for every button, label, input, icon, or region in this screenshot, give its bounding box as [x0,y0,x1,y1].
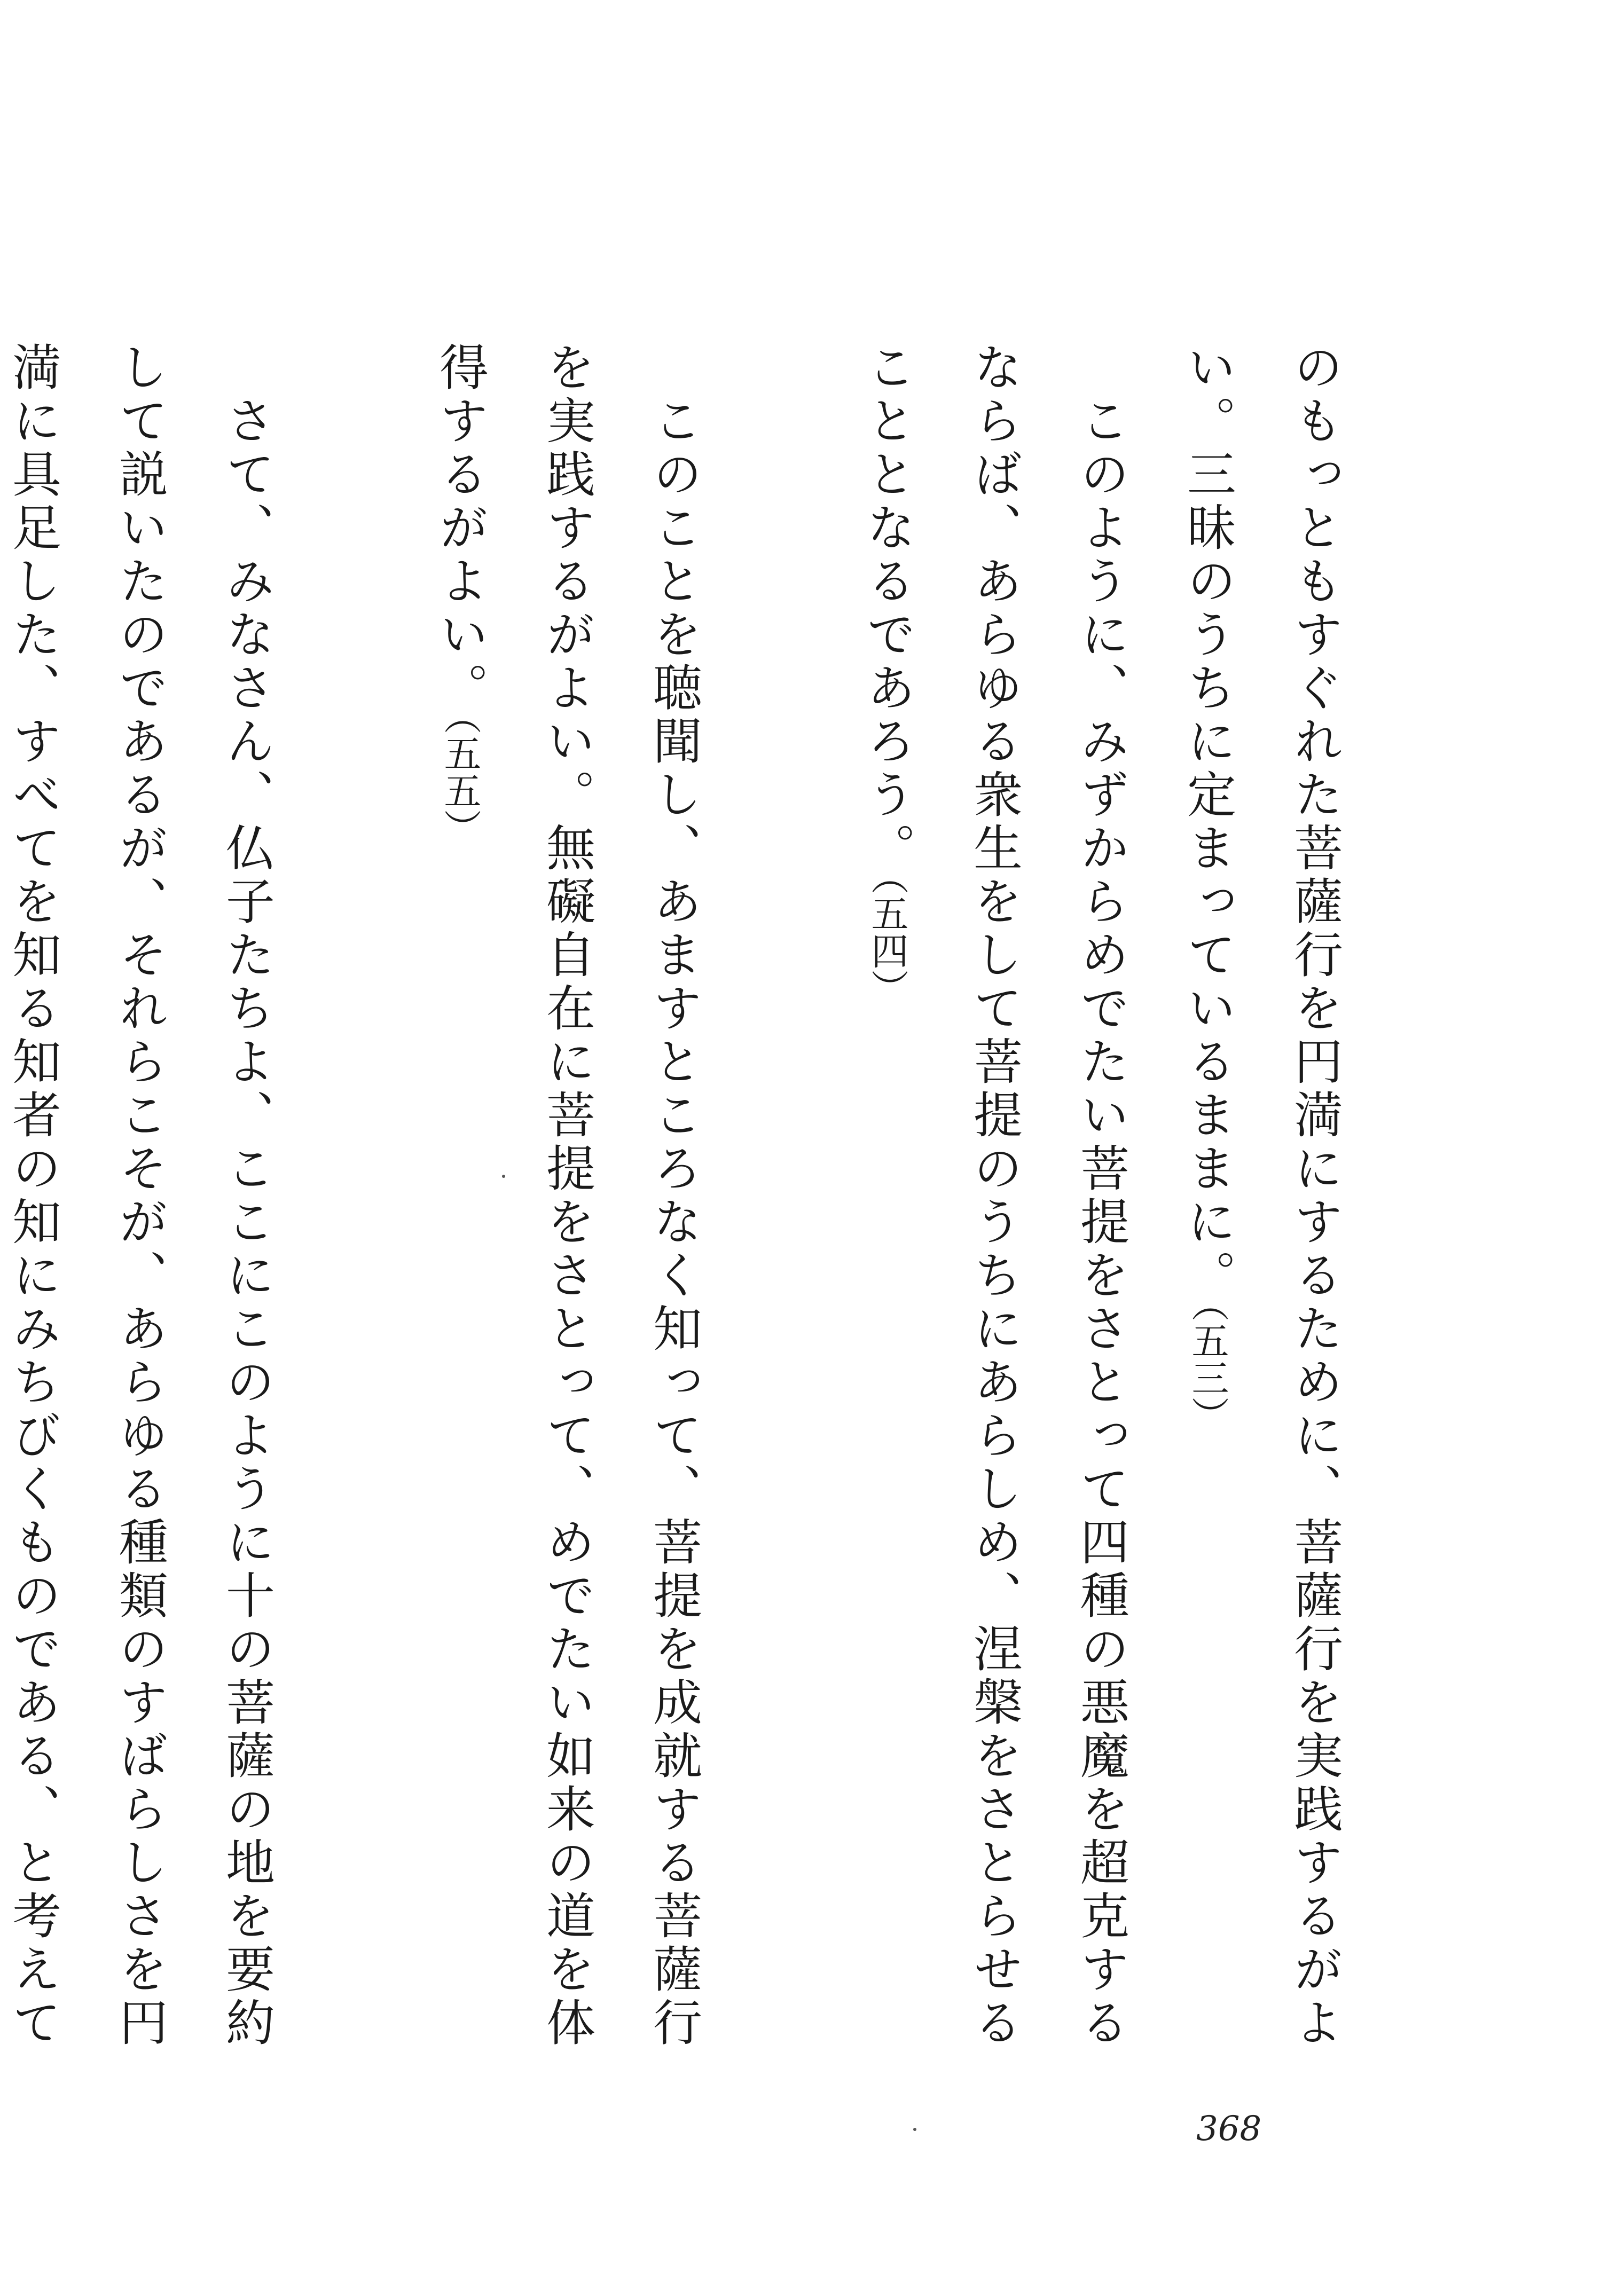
page-number: 368 [1196,2109,1262,2149]
vertical-text-body [0,342,1368,2077]
verse-number: （五五） [438,715,482,846]
verse-number: （五四） [865,876,909,1007]
paragraph-55 [406,342,727,2077]
paragraph-text: のもっともすぐれた菩薩行を円満にするために、菩薩行を実践するがよい。三昧のうちに定まっているままに。 [1179,342,1343,2050]
paragraph-text: このことを聴聞し、あますところなく知って、菩提を成就する菩薩行を実践するがよい。無礙自在に菩提をさとって、めでたい如来の道を体得するがよい。 [432,342,702,2050]
print-speck [502,1175,505,1178]
verse-number: （五三） [1186,1303,1229,1434]
paragraph-summary [0,342,300,2077]
paragraph-54 [834,342,1154,2077]
paragraph-53 [1154,342,1368,2077]
paragraph-text: さて、みなさん、仏子たちよ、ここにこのように十の菩薩の地を要約して説いたのであるが、それらこそが、あらゆる種類のすばらしさを円満に具足した、すべてを知る知者の知にみちびくものである、と考えて [4,342,275,2050]
print-speck [913,2128,916,2131]
paragraph-text: このように、みずからめでたい菩提をさとって四種の悪魔を超克するならば、あらゆる衆生をして菩提のうちにあらしめ、涅槃をさとらせることとなるであろう。 [859,342,1129,2050]
